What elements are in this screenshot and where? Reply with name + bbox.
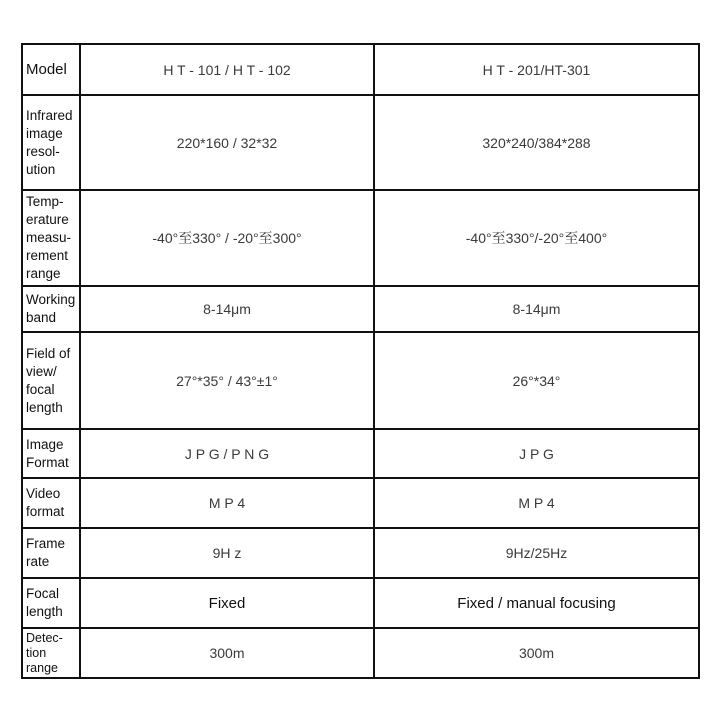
model-b-value: 9Hz/25Hz <box>374 528 699 578</box>
table-row <box>22 286 699 332</box>
model-b-value: 8-14μm <box>374 286 699 332</box>
model-a-value: -40°至330° / -20°至300° <box>80 190 374 286</box>
model-a-value: H T - 101 / H T - 102 <box>80 44 374 95</box>
model-b-value: H T - 201/HT-301 <box>374 44 699 95</box>
row-label: Field of view/ focal length <box>22 332 80 429</box>
row-label: Model <box>22 44 80 95</box>
row-label: Temp- erature measu- rement range <box>22 190 80 286</box>
table-row <box>22 332 699 429</box>
table-row <box>22 44 699 95</box>
table-row <box>22 578 699 628</box>
model-a-value: M P 4 <box>80 478 374 528</box>
model-b-value: J P G <box>374 429 699 478</box>
model-a-value: 300m <box>80 628 374 678</box>
model-a-value: J P G / P N G <box>80 429 374 478</box>
model-a-value: 220*160 / 32*32 <box>80 95 374 190</box>
table-row <box>22 190 699 286</box>
row-label: Infrared image resol- ution <box>22 95 80 190</box>
table-row <box>22 528 699 578</box>
model-a-value: 8-14μm <box>80 286 374 332</box>
table-row <box>22 478 699 528</box>
model-a-value: 9H z <box>80 528 374 578</box>
row-label: Working band <box>22 286 80 332</box>
row-label: Detec- tion range <box>22 628 80 678</box>
row-label: Frame rate <box>22 528 80 578</box>
table-row <box>22 429 699 478</box>
row-label: Image Format <box>22 429 80 478</box>
model-b-value: -40°至330°/-20°至400° <box>374 190 699 286</box>
model-a-value: Fixed <box>80 578 374 628</box>
model-b-value: 26°*34° <box>374 332 699 429</box>
model-b-value: Fixed / manual focusing <box>374 578 699 628</box>
table-row <box>22 628 699 678</box>
spec-table <box>21 43 700 679</box>
model-b-value: 300m <box>374 628 699 678</box>
row-label: Focal length <box>22 578 80 628</box>
model-b-value: M P 4 <box>374 478 699 528</box>
model-b-value: 320*240/384*288 <box>374 95 699 190</box>
row-label: Video format <box>22 478 80 528</box>
table-row <box>22 95 699 190</box>
model-a-value: 27°*35° / 43°±1° <box>80 332 374 429</box>
